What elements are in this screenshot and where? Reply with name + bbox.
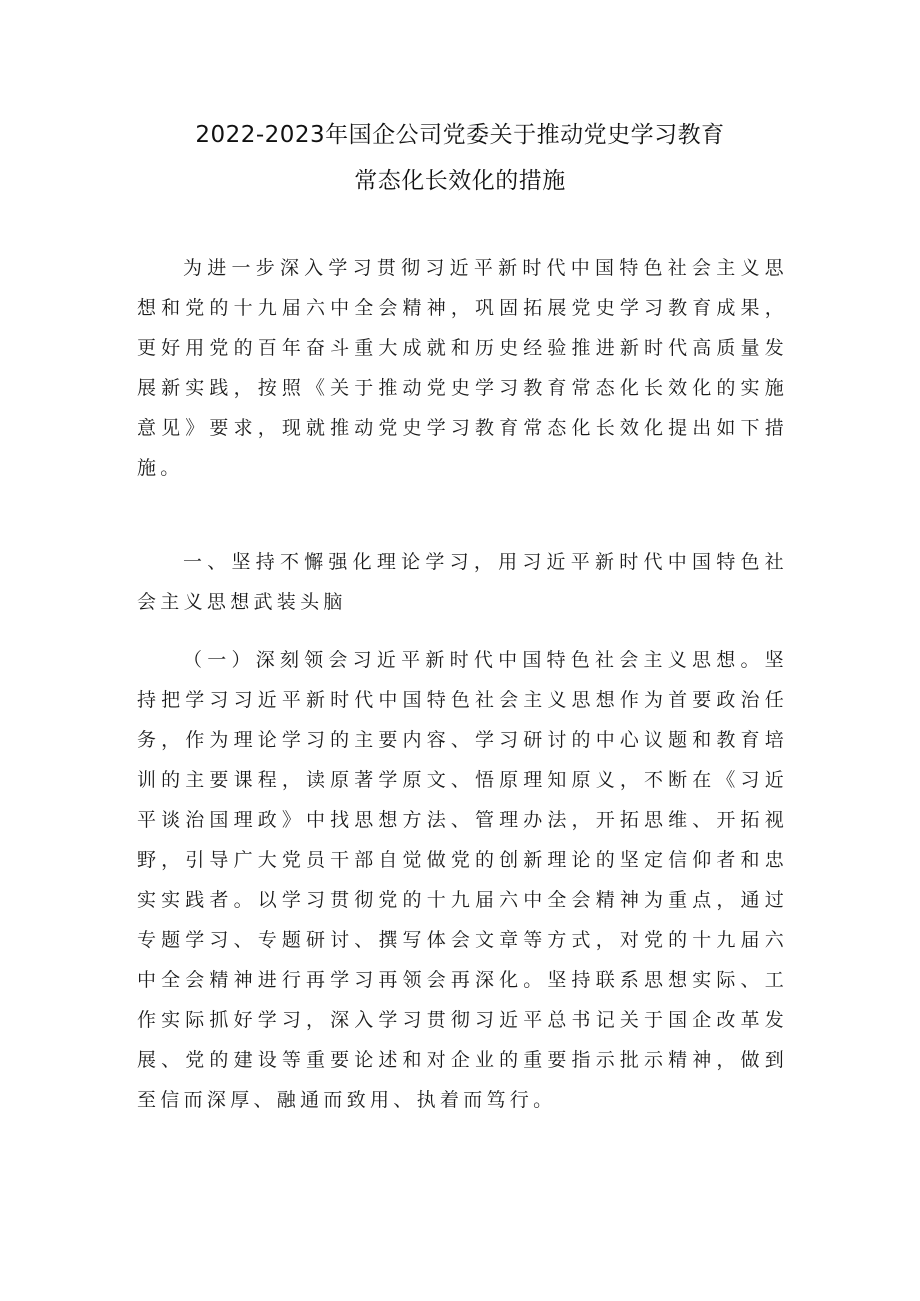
document-title-line-1: 2022-2023年国企公司党委关于推动党史学习教育	[195, 122, 725, 148]
intro-paragraph: 为进一步深入学习贯彻习近平新时代中国特色社会主义思想和党的十九届六中全会精神，巩固拓展党史学习教育成果，更好用党的百年奋斗重大成就和历史经验推进新时代高质量发展新实践，按照《关于推动党史学习教育常态化长效化的实施意见》要求，现就推动党史学习教育常态化长效化提出如下措施。	[137, 257, 788, 479]
section-heading-1: 一、坚持不懈强化理论学习，用习近平新时代中国特色社会主义思想武装头脑	[137, 551, 788, 613]
subsection-paragraph-1: （一）深刻领会习近平新时代中国特色社会主义思想。坚持把学习习近平新时代中国特色社会主义思想作为首要政治任务，作为理论学习的主要内容、学习研讨的中心议题和教育培训的主要课程，读原著学原文、悟原理知原义，不断在《习近平谈治国理政》中找思想方法、管理办法，开拓思维、开拓视野，引导广大党员干部自觉做党的创新理论的坚定信仰者和忠实实践者。以学习贯彻党的十九届六中全会精神为重点，通过专题学习、专题研讨、撰写体会文章等方式，对党的十九届六中全会精神进行再学习再领会再深化。坚持联系思想实际、工作实际抓好学习，深入学习贯彻习近平总书记关于国企改革发展、党的建设等重要论述和对企业的重要指示批示精神，做到至信而深厚、融通而致用、执着而笃行。	[137, 649, 788, 1111]
document-title-line-2: 常态化长效化的措施	[354, 168, 566, 194]
